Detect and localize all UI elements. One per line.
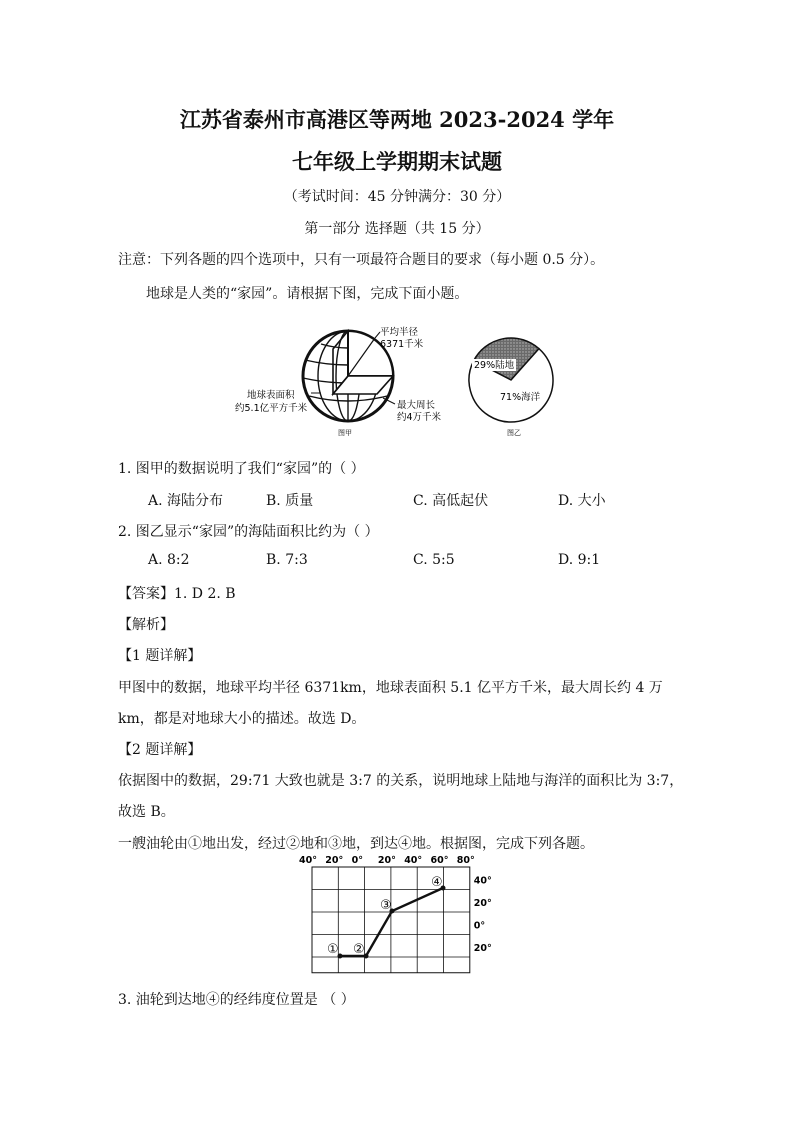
latitude-label: 20° [473, 898, 492, 909]
document-title-line2: 七年级上学期期末试题 [292, 149, 502, 174]
pie-chart [469, 338, 553, 422]
route-point-label: ④ [431, 875, 443, 890]
answer-line: 【答案】1. D 2. B [118, 586, 236, 602]
detail-2-line-2: 故选 B。 [118, 804, 175, 820]
figure-earth-data [225, 318, 565, 443]
detail-1-heading: 【1 题详解】 [118, 648, 202, 664]
ship-route [327, 875, 446, 959]
question-3-stem: 3. 油轮到达地④的经纬度位置是 （ ） [118, 992, 355, 1008]
latitude-label: 0° [473, 920, 486, 932]
route-point-label: ③ [380, 898, 392, 913]
figure-route-grid [298, 852, 498, 980]
globe-radius-label-2: 6371千米 [380, 339, 424, 350]
question-1-option-b: B. 质量 [266, 493, 314, 509]
globe-circumference-label-2: 约4万千米 [397, 412, 442, 423]
longitude-label: 0° [351, 855, 363, 866]
latitude-label: 20° [473, 943, 492, 954]
detail-2-heading: 【2 题详解】 [118, 742, 202, 758]
route-point-label: ② [353, 942, 365, 957]
question-2-stem: 2. 图乙显示“家园”的海陆面积比约为（ ） [118, 524, 379, 540]
figure-b-caption: 图乙 [507, 429, 521, 437]
question-2-option-a: A. 8:2 [148, 552, 190, 568]
question-2-option-c: C. 5:5 [413, 552, 455, 568]
document-title-line1: 江苏省泰州市高港区等两地 2023-2024 学年 [179, 107, 615, 132]
exam-info: （考试时间：45 分钟满分：30 分） [283, 189, 511, 205]
longitude-label: 80° [456, 855, 475, 866]
longitude-label: 20° [325, 855, 344, 866]
longitude-label: 20° [377, 855, 396, 866]
section-heading: 第一部分 选择题（共 15 分） [304, 221, 490, 237]
notice: 注意：下列各题的四个选项中，只有一项最符合题目的要求（每小题 0.5 分）。 [118, 252, 605, 268]
analysis-heading: 【解析】 [118, 617, 174, 633]
pie-land-label: 29%陆地 [474, 360, 515, 371]
longitude-label: 40° [299, 855, 317, 866]
question-2-option-d: D. 9:1 [558, 552, 601, 568]
question-1-option-d: D. 大小 [558, 493, 606, 509]
longitude-label: 60° [430, 855, 449, 866]
question-1-option-a: A. 海陆分布 [148, 493, 224, 509]
globe-area-label-2: 约5.1亿平方千米 [235, 403, 308, 414]
figure-a-caption: 图甲 [338, 429, 352, 437]
pie-ocean-label: 71%海洋 [500, 392, 541, 403]
latitude-label: 40° [473, 875, 492, 887]
detail-2-line-1: 依据图中的数据，29:71 大致也就是 3:7 的关系，说明地球上陆地与海洋的面积比为 3:7， [118, 773, 684, 789]
globe-circumference-label-1: 最大周长 [397, 400, 436, 411]
globe-area-label-1: 地球表面积 [247, 390, 295, 401]
question-2-option-b: B. 7:3 [266, 552, 308, 568]
question-1-stem: 1. 图甲的数据说明了我们“家园”的（ ） [118, 461, 365, 477]
globe-radius-label-1: 平均半径 [380, 327, 419, 338]
detail-1-line-2: km，都是对地球大小的描述。故选 D。 [118, 711, 366, 727]
question-1-option-c: C. 高低起伏 [413, 493, 489, 509]
intro-paragraph-2: 一艘油轮由①地出发，经过②地和③地，到达④地。根据图，完成下列各题。 [118, 836, 594, 852]
longitude-label: 40° [404, 855, 423, 866]
route-point-label: ① [327, 942, 339, 957]
detail-1-line-1: 甲图中的数据，地球平均半径 6371km，地球表面积 5.1 亿平方千米，最大周长约 4 万 [118, 680, 663, 696]
intro-paragraph-1: 地球是人类的“家园”。请根据下图，完成下面小题。 [146, 286, 469, 302]
